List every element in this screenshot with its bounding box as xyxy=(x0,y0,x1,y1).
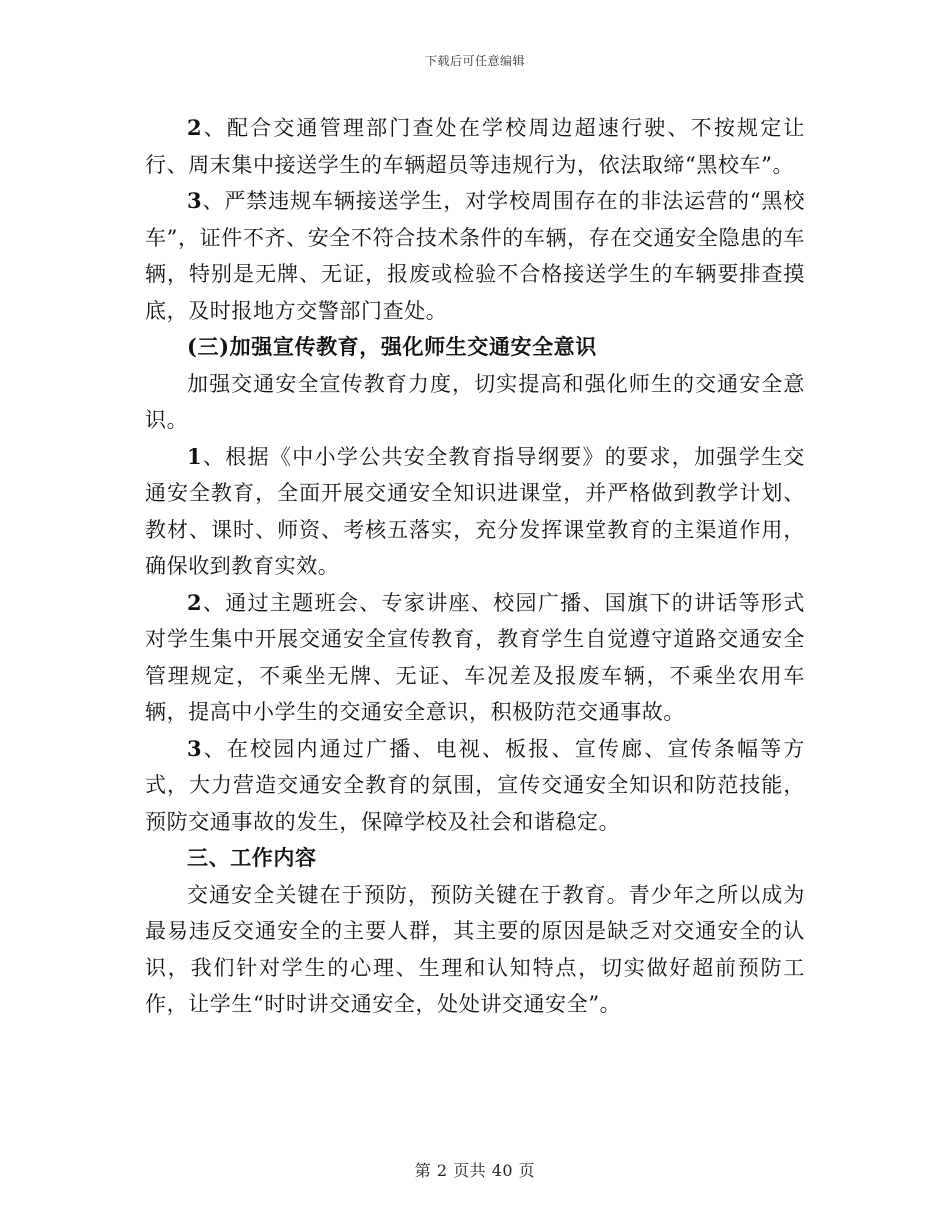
paragraph-intro: 加强交通安全宣传教育力度，切实提高和强化师生的交通安全意识。 xyxy=(145,371,805,432)
paragraph-item-1 xyxy=(145,439,805,585)
paragraph-text: 、严禁违规车辆接送学生，对学校周围存在的非法运营的“黑校车”，证件不齐、安全不符合技术条件的车辆，存在交通安全隐患的车辆，特别是无牌、无证，报废或检验不合格接送学生的车辆要排查摸底，及时报地方交警部门查处。 xyxy=(145,189,805,323)
paragraph-text: 、配合交通管理部门查处在学校周边超速行驶、不按规定让行、周末集中接送学生的车辆超员等违规行为，依法取缔“黑校车”。 xyxy=(145,116,805,177)
paragraph-work-content: 交通安全关键在于预防，预防关键在于教育。青少年之所以成为最易违反交通安全的主要人群，其主要的原因是缺乏对交通安全的认识，我们针对学生的心理、生理和认知特点，切实做好超前预防工作，让学生“时时讲交通安全，处处讲交通安全”。 xyxy=(145,882,805,1016)
paragraph-item-3b xyxy=(145,731,805,841)
paragraph-item-2 xyxy=(145,110,805,183)
item-number: 1 xyxy=(187,443,203,469)
paragraph-text: 、在校园内通过广播、电视、板报、宣传廊、宣传条幅等方式，大力营造交通安全教育的氛围，宣传交通安全知识和防范技能，预防交通事故的发生，保障学校及社会和谐稳定。 xyxy=(145,736,805,834)
subsection-heading: (三)加强宣传教育，强化师生交通安全意识 xyxy=(187,334,597,359)
section-heading: 三、工作内容 xyxy=(187,845,317,870)
page-header: 下载后可任意编辑 xyxy=(424,54,525,68)
item-number: 2 xyxy=(187,115,203,140)
paragraph-item-2b xyxy=(145,585,805,731)
item-number: 3 xyxy=(187,735,203,761)
item-number: 2 xyxy=(187,589,203,615)
paragraph-item-3 xyxy=(145,183,805,329)
item-number: 3 xyxy=(187,188,203,213)
paragraph-text: 、根据《中小学公共安全教育指导纲要》的要求，加强学生交通安全教育，全面开展交通安全知识进课堂，并严格做到教学计划、教材、课时、师资、考核五落实，充分发挥课堂教育的主渠道作用，确保收到教育实效。 xyxy=(145,444,805,578)
page-number: 第 2 页共 40 页 xyxy=(414,1161,536,1180)
paragraph-text: 、通过主题班会、专家讲座、校园广播、国旗下的讲话等形式对学生集中开展交通安全宣传教育，教育学生自觉遵守道路交通安全管理规定，不乘坐无牌、无证、车况差及报废车辆，不乘坐农用车辆，提高中小学生的交通安全意识，积极防范交通事故。 xyxy=(145,590,805,724)
document-body xyxy=(145,110,805,1023)
